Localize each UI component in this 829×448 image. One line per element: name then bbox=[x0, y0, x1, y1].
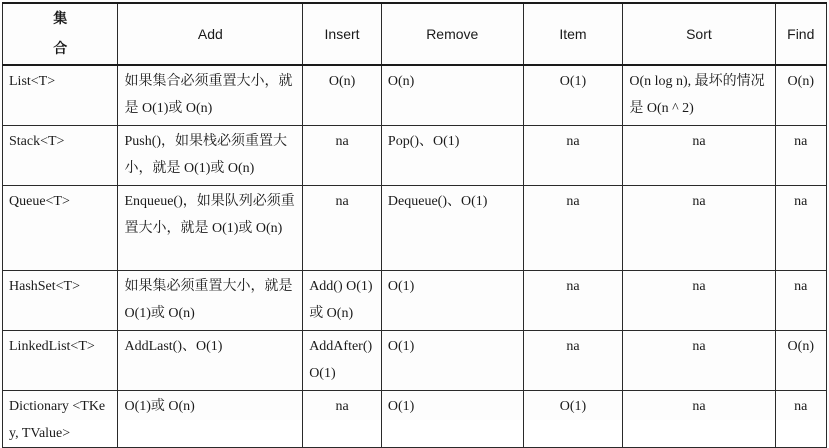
cell-insert bbox=[303, 65, 382, 126]
cell-add-text: AddLast()、O(1) bbox=[124, 339, 223, 354]
cell-collection bbox=[3, 186, 118, 271]
cell-remove-text: Dequeue()、O(1) bbox=[387, 194, 488, 209]
cell-collection bbox=[3, 65, 118, 126]
cell-find-text: na bbox=[794, 194, 808, 209]
cell-sort-text: na bbox=[692, 134, 706, 149]
table-row bbox=[3, 271, 827, 331]
cell-collection-text: LinkedList<T> bbox=[9, 339, 95, 354]
cell-find bbox=[775, 126, 826, 186]
cell-item-text: na bbox=[566, 339, 580, 354]
cell-add-text: O(1)或 O(n) bbox=[124, 399, 195, 414]
cell-find bbox=[775, 271, 826, 331]
cell-item bbox=[523, 331, 623, 391]
header-item: Item bbox=[523, 3, 623, 65]
cell-add bbox=[118, 331, 303, 391]
cell-item-text: O(1) bbox=[559, 399, 587, 414]
cell-find-text: na bbox=[794, 399, 808, 414]
cell-collection bbox=[3, 331, 118, 391]
table-row bbox=[3, 126, 827, 186]
cell-insert bbox=[303, 331, 382, 391]
cell-remove bbox=[381, 271, 523, 331]
cell-remove-text: O(1) bbox=[387, 399, 415, 414]
cell-sort bbox=[623, 65, 775, 126]
cell-insert bbox=[303, 126, 382, 186]
cell-item-text: na bbox=[566, 279, 580, 294]
cell-item bbox=[523, 126, 623, 186]
cell-add bbox=[118, 65, 303, 126]
table-header bbox=[3, 3, 827, 65]
cell-insert-text: AddAfter() O(1) bbox=[309, 339, 373, 381]
cell-sort bbox=[623, 186, 775, 271]
cell-find bbox=[775, 186, 826, 271]
cell-sort-text: na bbox=[692, 399, 706, 414]
cell-add bbox=[118, 271, 303, 331]
cell-item-text: na bbox=[566, 194, 580, 209]
cell-sort bbox=[623, 331, 775, 391]
table-row bbox=[3, 391, 827, 448]
cell-remove bbox=[381, 186, 523, 271]
cell-collection-text: Stack<T> bbox=[9, 134, 65, 149]
cell-collection-text: Queue<T> bbox=[9, 194, 70, 209]
header-collection: 集 合 bbox=[3, 3, 118, 65]
cell-sort bbox=[623, 391, 775, 448]
header-row bbox=[3, 3, 827, 65]
header-sort: Sort bbox=[623, 3, 775, 65]
header-add: Add bbox=[118, 3, 303, 65]
cell-find bbox=[775, 65, 826, 126]
cell-insert-text: Add() O(1)或 O(n) bbox=[309, 279, 373, 321]
cell-add-text: Enqueue()，如果队列必须重置大小，就是 O(1)或 O(n) bbox=[124, 194, 295, 236]
cell-sort-text: O(n log n), 最坏的情况是 O(n ^ 2) bbox=[629, 74, 765, 116]
cell-find bbox=[775, 391, 826, 448]
table-row bbox=[3, 65, 827, 126]
cell-sort-text: na bbox=[692, 194, 706, 209]
cell-remove-text: O(n) bbox=[387, 74, 415, 89]
cell-add-text: 如果集必须重置大小，就是 O(1)或 O(n) bbox=[124, 279, 293, 321]
header-remove: Remove bbox=[381, 3, 523, 65]
collection-complexity-table bbox=[2, 2, 827, 448]
cell-insert-text: na bbox=[335, 194, 349, 209]
cell-insert-text: O(n) bbox=[328, 74, 356, 89]
cell-insert bbox=[303, 186, 382, 271]
header-find: Find bbox=[775, 3, 826, 65]
table-row bbox=[3, 331, 827, 391]
cell-remove-text: Pop()、O(1) bbox=[387, 134, 460, 149]
cell-collection-text: HashSet<T> bbox=[9, 279, 81, 294]
cell-insert bbox=[303, 391, 382, 448]
cell-remove-text: O(1) bbox=[387, 279, 415, 294]
cell-add bbox=[118, 391, 303, 448]
cell-insert bbox=[303, 271, 382, 331]
cell-sort-text: na bbox=[692, 339, 706, 354]
cell-sort-text: na bbox=[692, 279, 706, 294]
cell-find-text: O(n) bbox=[787, 74, 814, 89]
cell-item-text: O(1) bbox=[559, 74, 587, 89]
cell-item bbox=[523, 186, 623, 271]
cell-collection-text: List<T> bbox=[9, 74, 56, 89]
table-body bbox=[3, 65, 827, 448]
table-row bbox=[3, 186, 827, 271]
cell-add bbox=[118, 126, 303, 186]
cell-collection bbox=[3, 271, 118, 331]
cell-find-text: O(n) bbox=[787, 339, 814, 354]
cell-insert-text: na bbox=[335, 399, 349, 414]
cell-sort bbox=[623, 126, 775, 186]
cell-collection bbox=[3, 126, 118, 186]
header-insert: Insert bbox=[303, 3, 382, 65]
cell-item-text: na bbox=[566, 134, 580, 149]
cell-collection-text: Dictionary <TKey, TValue> bbox=[9, 399, 106, 441]
cell-item bbox=[523, 271, 623, 331]
cell-remove bbox=[381, 126, 523, 186]
cell-item bbox=[523, 65, 623, 126]
cell-add-text: Push()，如果栈必须重置大小，就是 O(1)或 O(n) bbox=[124, 134, 288, 176]
cell-sort bbox=[623, 271, 775, 331]
cell-add-text: 如果集合必须重置大小，就是 O(1)或 O(n) bbox=[124, 74, 293, 116]
cell-add bbox=[118, 186, 303, 271]
cell-item bbox=[523, 391, 623, 448]
cell-remove bbox=[381, 331, 523, 391]
cell-remove bbox=[381, 65, 523, 126]
cell-collection bbox=[3, 391, 118, 448]
cell-insert-text: na bbox=[335, 134, 349, 149]
cell-find bbox=[775, 331, 826, 391]
cell-remove-text: O(1) bbox=[387, 339, 415, 354]
cell-find-text: na bbox=[794, 279, 808, 294]
cell-remove bbox=[381, 391, 523, 448]
cell-find-text: na bbox=[794, 134, 808, 149]
